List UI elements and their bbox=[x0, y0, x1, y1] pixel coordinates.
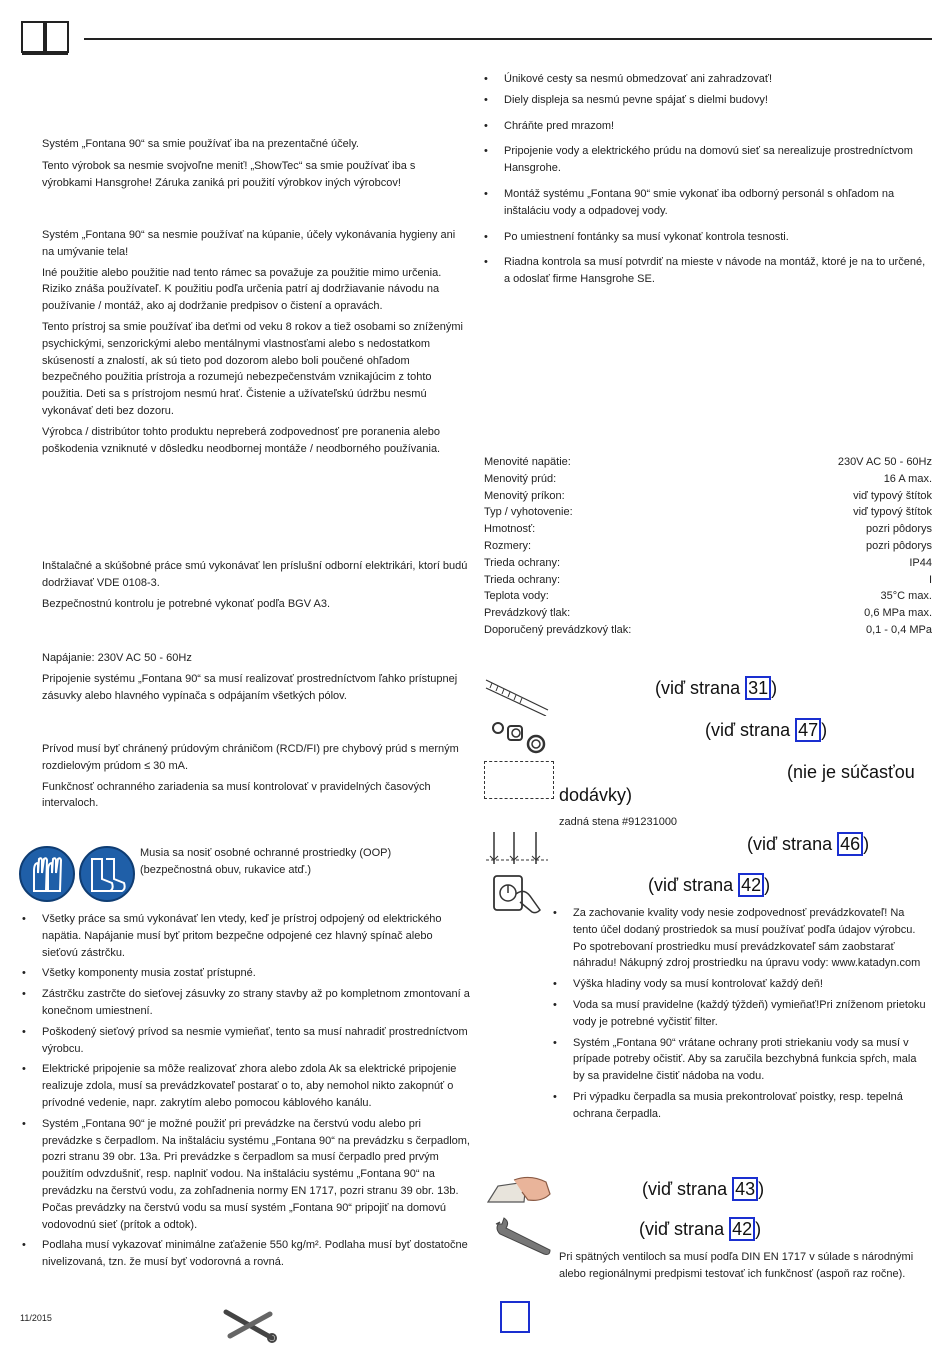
paragraph: Tento prístroj sa smie používať iba deťmi od veku 8 rokov a tiež osobami so zníženými psychickými, senzorickými alebo mentálnymi vlastnosťami alebo s nedostatkom skúseností a znalostí, ak sú tieto pod dozorom alebo boli poučené ohľadom bezpečného použitia prístroja a rozumejú nebezpečenstvám vznikajúcim z tohto použitia. Deti sa s prístrojom nesmú hrať. Čistenie a užívateľskú údržbu nesmú vykonávať deti bez dozoru. bbox=[42, 320, 463, 417]
list-item: • Elektrické pripojenie sa môže realizovať zhora alebo zdola Ak sa elektrické pripojenie realizuje zdola, musí sa prevádzkovateľ postarať o to, aby nemohol nikto zakopnúť o prívodné vedenie, napr. zakrytím alebo pomocou káblového kanálu. bbox=[22, 1061, 470, 1111]
gloves-icon bbox=[18, 845, 76, 903]
list-item: • Voda sa musí pravidelne (každý týždeň) vymieňať!Pri zníženom prietoku vody je potrebné vyčistiť filter. bbox=[553, 997, 928, 1031]
paragraph: Tento výrobok sa nesmie svojvoľne meniť! „ShowTec“ sa smie používať iba s výrobkami Hansgrohe! Záruka zaniká pri použití výrobkov iných výrobcov! bbox=[42, 159, 416, 189]
spec-row bbox=[484, 555, 932, 572]
spec-value: 16 A max. bbox=[883, 472, 932, 485]
list-item: • Systém „Fontana 90“ je možné použiť pri prevádzke na čerstvú vodu alebo pri prevádzke s čerpadlom. Na inštaláciu systému „Fontana 90“ na prevádzku s čerpadlom, pozri stranu 39 obr. 13a. Pri prevádzke s čerpadlom sa musí čerpadlo pred prvým použitím odvzdušniť, resp. naplniť vodou. Na inštaláciu systému „Fontana 90“ na prevádzku na čerstvú vodu, za zohľadnenia normy EN 1717, pozri stranu 39 obr. 13b. Počas prevádzky na čerstvú vodu sa musí systém „Fontana 90“ pripojiť na domovú vodovodnú sieť (prítok a odtok). bbox=[22, 1116, 470, 1234]
spec-row bbox=[484, 572, 932, 589]
spec-value: 0,6 MPa max. bbox=[864, 607, 932, 620]
paragraph: Funkčnosť ochranného zariadenia sa musí kontrolovať v pravidelných časových intervaloch. bbox=[42, 780, 431, 810]
spec-value: I bbox=[928, 573, 932, 586]
spec-label: Menovitý príkon: bbox=[484, 489, 565, 502]
checkbox[interactable] bbox=[500, 1301, 530, 1333]
level-marks-icon bbox=[484, 830, 550, 866]
list-item: • Všetky komponenty musia zostať prístupné. bbox=[22, 965, 470, 982]
spec-label: Menovité napätie: bbox=[484, 456, 571, 468]
ppe-text: Musia sa nosiť osobné ochranné prostriedky (OOP) (bezpečnostná obuv, rukavice atď.) bbox=[140, 847, 392, 876]
ref-suffix: ) bbox=[821, 720, 828, 740]
left-bullet-list bbox=[22, 911, 470, 1271]
spec-value: 0,1 - 0,4 MPa bbox=[865, 623, 932, 636]
spec-label: Menovitý prúd: bbox=[484, 472, 557, 485]
back-wall-text: zadná stena #91231000 bbox=[559, 816, 678, 828]
spec-label: Trieda ochrany: bbox=[484, 573, 561, 586]
list-item: • Výška hladiny vody sa musí kontrolovať každý deň! bbox=[553, 976, 928, 993]
spec-value: viď typový štítok bbox=[853, 506, 932, 519]
spec-row bbox=[484, 521, 932, 538]
page-link[interactable]: 47 bbox=[795, 718, 821, 742]
spec-label: Prevádzkový tlak: bbox=[484, 607, 571, 620]
spec-row bbox=[484, 471, 932, 488]
not-included-line2: dodávky) bbox=[559, 785, 633, 805]
spec-row bbox=[484, 588, 932, 605]
hand-switch-icon bbox=[490, 870, 546, 916]
power-section bbox=[42, 650, 470, 704]
page-link[interactable]: 43 bbox=[732, 1177, 758, 1201]
ref-prefix: (viď strana bbox=[747, 834, 838, 854]
spec-value: pozri pôdorys bbox=[865, 523, 932, 536]
maintenance-bullet-list bbox=[553, 905, 928, 1123]
safety-boots-icon bbox=[78, 845, 136, 903]
ref-suffix: ) bbox=[771, 678, 778, 698]
cleaning-cloth-icon bbox=[484, 1172, 554, 1214]
list-item: • Montáž systému „Fontana 90“ smie vykonať iba odborný personál s ohľadom na inštaláciu vody a odpadovej vody. bbox=[484, 186, 932, 220]
fittings-icon bbox=[490, 716, 550, 756]
list-item: • Po umiestnení fontánky sa musí vykonať kontrola tesnosti. bbox=[484, 229, 932, 246]
ref-suffix: ) bbox=[755, 1219, 762, 1239]
ref-suffix: ) bbox=[764, 875, 771, 895]
backflow-text: Pri spätných ventiloch sa musí podľa DIN EN 1717 v súlade s národnými alebo regionálnymi predpismi testovať ich funkčnosť (aspoň raz ročne). bbox=[559, 1251, 914, 1280]
spec-label: Teplota vody: bbox=[484, 590, 549, 603]
page-reference bbox=[639, 1217, 761, 1241]
book-icon bbox=[20, 18, 70, 56]
ref-prefix: (viď strana bbox=[639, 1219, 730, 1239]
spec-label: Hmotnosť: bbox=[484, 523, 536, 536]
rcd-section bbox=[42, 741, 470, 812]
spec-row bbox=[484, 538, 932, 555]
list-item: • Chráňte pred mrazom! bbox=[484, 118, 932, 135]
spec-value: pozri pôdorys bbox=[865, 539, 932, 552]
spec-row bbox=[484, 605, 932, 622]
list-item: • Pripojenie vody a elektrického prúdu na domovú sieť sa nerealizuje prostredníctvom Hansgrohe. bbox=[484, 143, 932, 177]
technical-data-table bbox=[484, 454, 932, 639]
wrench-icon bbox=[490, 1214, 554, 1258]
paragraph: Prívod musí byť chránený prúdovým chráničom (RCD/FI) pre chybový prúd s merným rozdielovým prúdom ≤ 30 mA. bbox=[42, 743, 459, 772]
list-item: • Diely displeja sa nesmú pevne spájať s dielmi budovy! bbox=[484, 92, 932, 109]
footer-date: 11/2015 bbox=[20, 1313, 52, 1323]
paragraph: Systém „Fontana 90“ sa nesmie používať na kúpanie, účely vykonávania hygieny ani na umývanie tela! bbox=[42, 229, 456, 258]
tools-icon bbox=[222, 1306, 278, 1344]
dashed-box-icon bbox=[484, 761, 554, 799]
list-item: • Systém „Fontana 90“ vrátane ochrany proti striekaniu vody sa musí v prípade potreby očistiť. Aby sa zaručila bezchybná funkcia spŕch, mala by sa pravidelne čistiť nádoba na vodu. bbox=[553, 1035, 928, 1085]
spec-value: 230V AC 50 - 60Hz bbox=[837, 456, 932, 468]
page-reference bbox=[642, 1177, 764, 1201]
electrician-section bbox=[42, 558, 470, 612]
list-item: • Poškodený sieťový prívod sa nesmie vymieňať, tento sa musí nahradiť prostredníctvom výrobcu. bbox=[22, 1024, 470, 1058]
ref-suffix: ) bbox=[863, 834, 870, 854]
right-bullet-list bbox=[484, 71, 932, 288]
ref-prefix: (viď strana bbox=[648, 875, 739, 895]
paragraph: Iné použitie alebo použitie nad tento rámec sa považuje za použitie mimo určenia. Riziko znáša používateľ. K použitiu podľa určenia patrí aj dodržiavanie návodu na používanie / montáž, ako aj dodržanie predpisov o čistení a opravách. bbox=[42, 266, 442, 313]
ref-suffix: ) bbox=[758, 1179, 765, 1199]
paragraph: Výrobca / distribútor tohto produktu nepreberá zodpovednosť pre poranenia alebo poškodenia vzniknuté v dôsledku neodbornej montáže / neodborného používania. bbox=[42, 425, 441, 455]
page-link[interactable]: 42 bbox=[729, 1217, 755, 1241]
page-reference bbox=[747, 832, 869, 856]
spec-label: Doporučený prevádzkový tlak: bbox=[484, 623, 632, 636]
paragraph: Systém „Fontana 90“ sa smie používať iba na prezentačné účely. bbox=[42, 138, 359, 150]
misuse-section bbox=[42, 227, 470, 457]
ref-prefix: (viď strana bbox=[705, 720, 796, 740]
header-rule bbox=[84, 38, 932, 40]
page-reference bbox=[705, 718, 827, 742]
spec-value: IP44 bbox=[909, 556, 932, 569]
page-reference bbox=[648, 873, 770, 897]
list-item: • Podlaha musí vykazovať minimálne zaťaženie 550 kg/m². Podlaha musí byť dostatočne nivelizovaná, tzn. že musí byť vodorovná a rovná. bbox=[22, 1237, 470, 1271]
page-reference bbox=[655, 676, 777, 700]
paragraph: Bezpečnostnú kontrolu je potrebné vykonať podľa BGV A3. bbox=[42, 597, 331, 610]
not-included-line1: (nie je súčasťou bbox=[787, 762, 915, 782]
list-item: • Zástrčku zastrčte do sieťovej zásuvky zo strany stavby až po kompletnom zmontovaní a konečnom umiestnení. bbox=[22, 986, 470, 1020]
intended-use-section bbox=[42, 136, 462, 191]
spec-value: viď typový štítok bbox=[853, 489, 932, 502]
spec-row bbox=[484, 488, 932, 505]
ref-prefix: (viď strana bbox=[642, 1179, 733, 1199]
spec-row bbox=[484, 504, 932, 521]
ruler-icon bbox=[484, 676, 550, 716]
spec-row bbox=[484, 622, 932, 639]
list-item: • Všetky práce sa smú vykonávať len vtedy, keď je prístroj odpojený od elektrického napätia. Napájanie musí byť pritom bezpečne odpojené cez hlavný spínač alebo sieťovú zástrčku. bbox=[22, 911, 470, 961]
spec-value: 35°C max. bbox=[880, 590, 932, 603]
paragraph: Napájanie: 230V AC 50 - 60Hz bbox=[42, 652, 192, 664]
spec-label: Typ / vyhotovenie: bbox=[484, 506, 573, 519]
list-item: • Za zachovanie kvality vody nesie zodpovednosť prevádzkovateľ! Na tento účel dodaný prostriedok sa musí používať podľa údajov výrobcu. Po spotrebovaní prostriedku musí prevádzkovateľ sám zaobstarať náhradu! Nákupný zdroj prostriedku na úpravu vody: www.katadyn.com bbox=[553, 905, 928, 972]
paragraph: Inštalačné a skúšobné práce smú vykonávať len príslušní odborní elektrikári, ktorí budú dodržiavať VDE 0108-3. bbox=[42, 560, 468, 589]
page-link[interactable]: 42 bbox=[738, 873, 764, 897]
ref-prefix: (viď strana bbox=[655, 678, 746, 698]
page-link[interactable]: 31 bbox=[745, 676, 771, 700]
list-item: • Pri výpadku čerpadla sa musia prekontrolovať poistky, resp. tepelná ochrana čerpadla. bbox=[553, 1089, 928, 1123]
spec-label: Trieda ochrany: bbox=[484, 556, 561, 569]
spec-row bbox=[484, 454, 932, 471]
paragraph: Pripojenie systému „Fontana 90“ sa musí realizovať prostredníctvom ľahko prístupnej zásuvky alebo hlavného vypínača s odpájaním všetkých pólov. bbox=[42, 672, 458, 702]
page-link[interactable]: 46 bbox=[837, 832, 863, 856]
list-item: • Riadna kontrola sa musí potvrdiť na mieste v návode na montáž, ktoré je na to určené, a odoslať firme Hansgrohe SE. bbox=[484, 254, 932, 288]
list-item: • Únikové cesty sa nesmú obmedzovať ani zahradzovať! bbox=[484, 71, 932, 88]
spec-label: Rozmery: bbox=[484, 539, 532, 552]
